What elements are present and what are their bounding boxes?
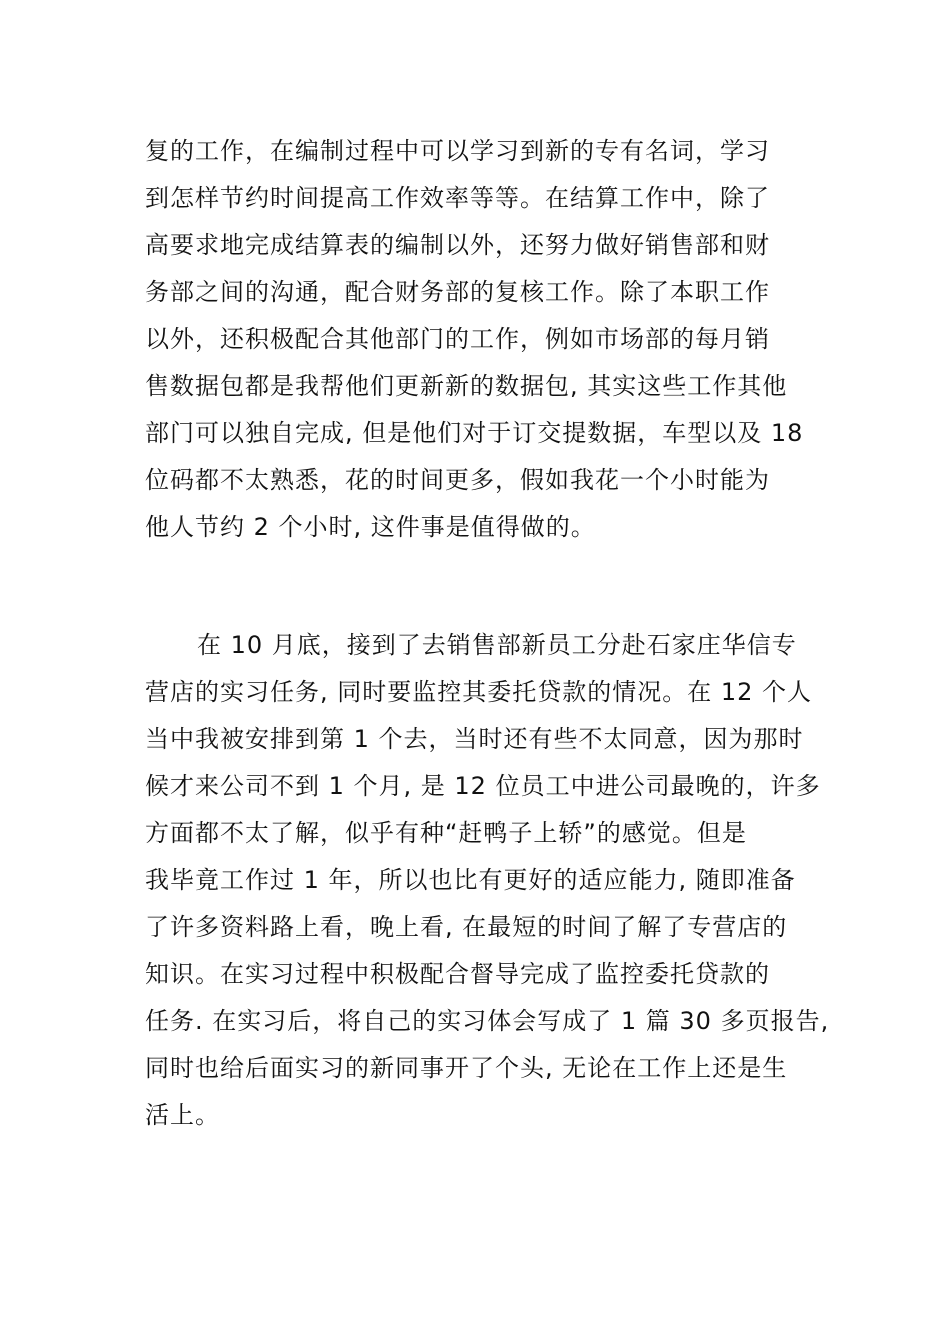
text-line: 售数据包都是我帮他们更新新的数据包, 其实这些工作其他 — [145, 372, 788, 400]
paragraph — [145, 128, 825, 551]
text-line: 务部之间的沟通，配合财务部的复核工作。除了本职工作 — [145, 278, 770, 306]
text-line: 任务. 在实习后，将自己的实习体会写成了 1 篇 30 多页报告, — [145, 1007, 830, 1035]
paragraph — [145, 622, 830, 1139]
text-line: 了许多资料路上看，晚上看, 在最短的时间了解了专营店的 — [145, 913, 788, 941]
text-line: 位码都不太熟悉，花的时间更多，假如我花一个小时能为 — [145, 466, 770, 494]
text-line: 以外，还积极配合其他部门的工作，例如市场部的每月销 — [145, 325, 770, 353]
text-line: 同时也给后面实习的新同事开了个头, 无论在工作上还是生 — [145, 1054, 788, 1082]
text-line: 在 10 月底，接到了去销售部新员工分赴石家庄华信专 — [197, 631, 797, 659]
text-line: 到怎样节约时间提高工作效率等等。在结算工作中，除了 — [145, 184, 770, 212]
text-line: 部门可以独自完成, 但是他们对于订交提数据，车型以及 18 — [145, 419, 804, 447]
text-line: 知识。在实习过程中积极配合督导完成了监控委托贷款的 — [145, 960, 770, 988]
text-line: 当中我被安排到第 1 个去，当时还有些不太同意，因为那时 — [145, 725, 804, 753]
text-line: 方面都不太了解，似乎有种“赶鸭子上轿”的感觉。但是 — [145, 819, 747, 847]
text-line: 复的工作，在编制过程中可以学习到新的专有名词，学习 — [145, 137, 770, 165]
text-line: 他人节约 2 个小时, 这件事是值得做的。 — [145, 513, 596, 541]
text-line: 营店的实习任务, 同时要监控其委托贷款的情况。在 12 个人 — [145, 678, 813, 706]
text-line: 活上。 — [145, 1101, 220, 1129]
text-line: 高要求地完成结算表的编制以外，还努力做好销售部和财 — [145, 231, 770, 259]
text-line: 候才来公司不到 1 个月, 是 12 位员工中进公司最晚的，许多 — [145, 772, 821, 800]
text-line: 我毕竟工作过 1 年，所以也比有更好的适应能力, 随即准备 — [145, 866, 796, 894]
